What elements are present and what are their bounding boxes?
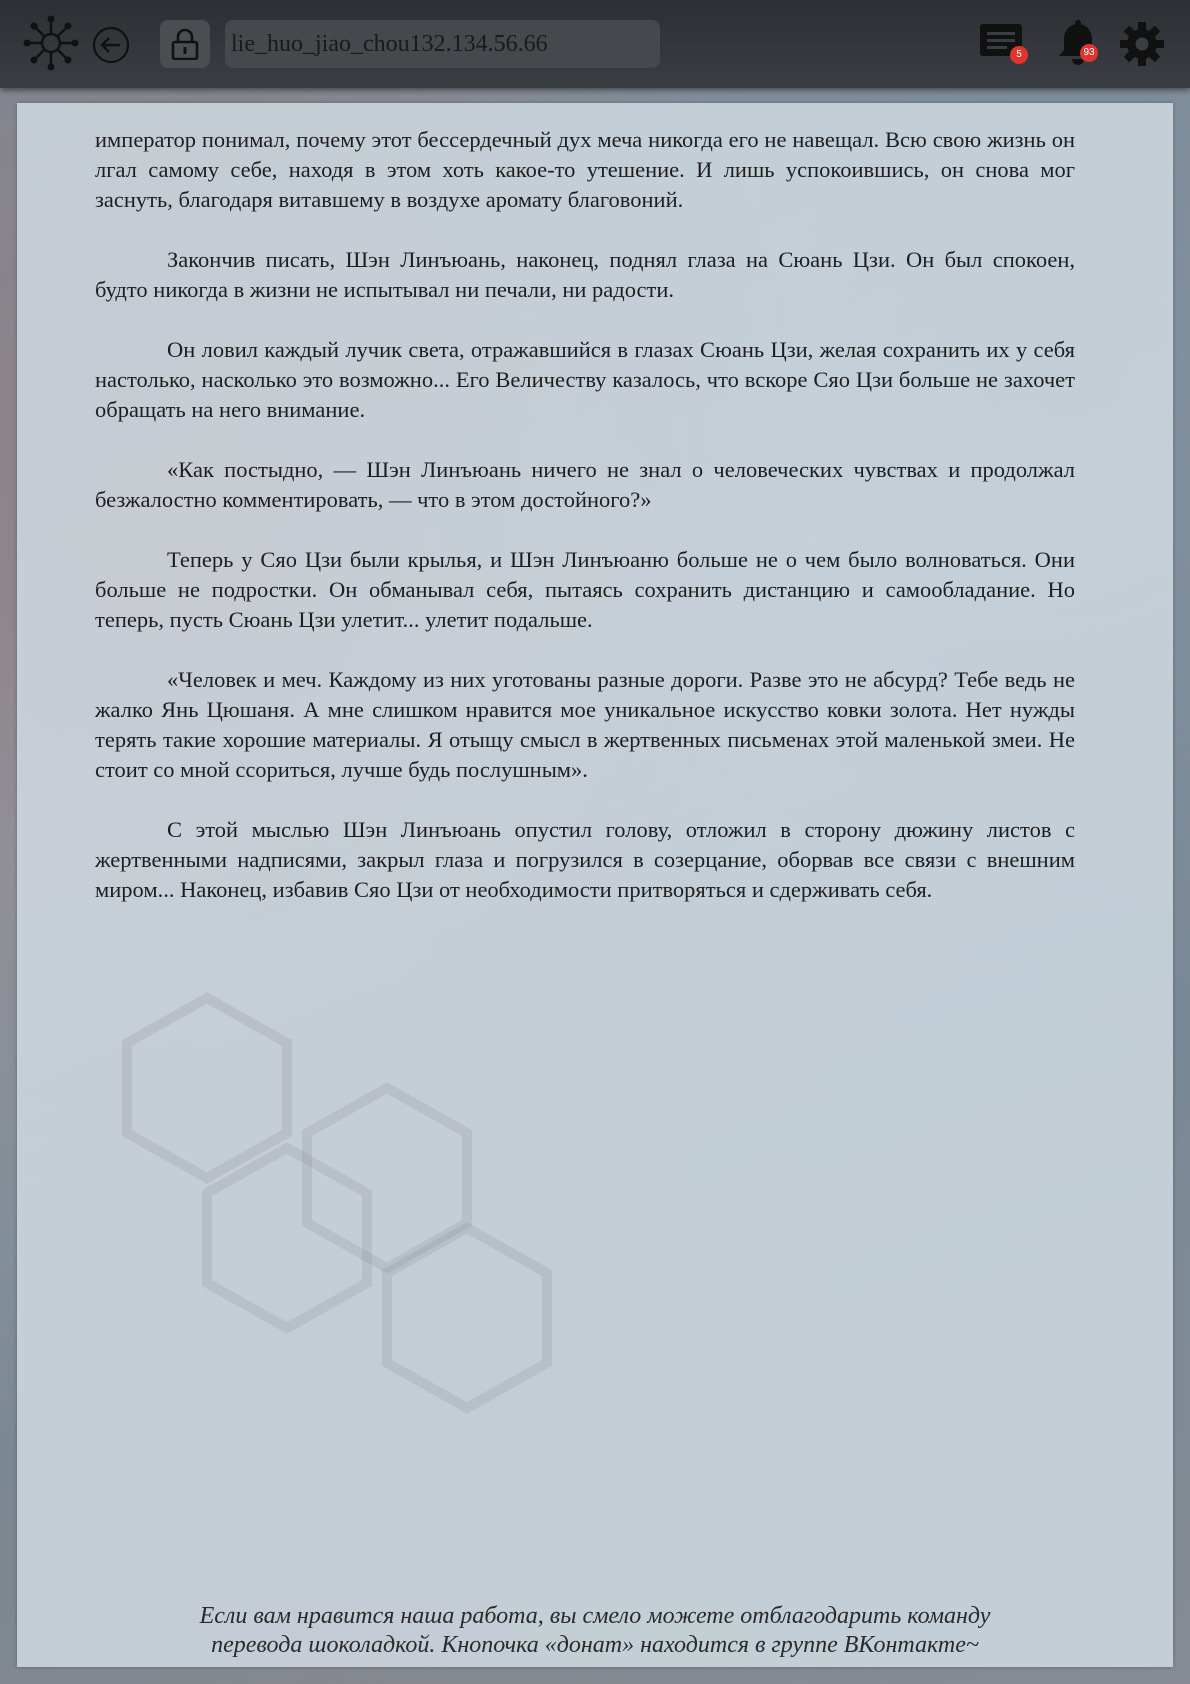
top-toolbar bbox=[0, 0, 1190, 88]
paragraph: император понимал, почему этот бессердечный дух меча никогда его не навещал. Всю свою жизнь он лгал самому себе, находя в этом хоть какое-то утешение. И лишь успокоившись, он снова мог заснуть, благодаря витавшему в воздухе аромату благовоний. bbox=[95, 127, 1075, 212]
paragraph: Закончив писать, Шэн Линъюань, наконец, поднял глаза на Сюань Цзи. Он был спокоен, будто никогда в жизни не испытывал ни печали, ни радости. bbox=[95, 247, 1075, 302]
paragraph: «Человек и меч. Каждому из них уготованы разные дороги. Разве это не абсурд? Тебе ведь не жалко Янь Цюшаня. А мне слишком нравится мое уникальное искусство ковки золота. Нет нужды терять такие хорошие материалы. Я отыщу смысл в жертвенных письменах этой маленькой змеи. Не стоит со мной ссориться, лучше будь послушным». bbox=[95, 667, 1075, 782]
donation-note-line: перевода шоколадкой. Кнопочка «донат» находится в группе ВКонтакте~ bbox=[211, 1632, 979, 1658]
donation-note-line: Если вам нравится наша работа, вы смело можете отблагодарить команду bbox=[199, 1603, 991, 1629]
gear-icon bbox=[1120, 22, 1164, 66]
notifications-count-badge: 93 bbox=[1080, 44, 1098, 62]
lock-icon bbox=[171, 28, 199, 60]
messages-button[interactable] bbox=[978, 22, 1028, 66]
article-text bbox=[95, 125, 1075, 935]
notifications-button[interactable] bbox=[1056, 20, 1100, 68]
paragraph: «Как постыдно, — Шэн Линъюань ничего не знал о человеческих чувствах и продолжал безжалостно комментировать, — что в этом достойного?» bbox=[95, 457, 1075, 512]
back-arrow-icon[interactable] bbox=[92, 26, 130, 64]
network-hub-icon[interactable] bbox=[22, 14, 80, 72]
donation-note bbox=[17, 1602, 1173, 1660]
settings-button[interactable] bbox=[1120, 22, 1164, 66]
lock-button[interactable] bbox=[160, 20, 210, 68]
paragraph: С этой мыслью Шэн Линъюань опустил голову, отложил в сторону дюжину листов с жертвенными надписями, закрыл глаза и погрузился в созерцание, оборвав все связи с внешним миром... Наконец, избавив Сяо Цзи от необходимости притворяться и сдерживать себя. bbox=[95, 817, 1075, 902]
messages-count-badge: 5 bbox=[1010, 46, 1028, 64]
paragraph: Теперь у Сяо Цзи были крылья, и Шэн Линъюаню больше не о чем было волноваться. Они больше не подростки. Он обманывал себя, пытаясь сохранить дистанцию и самообладание. Но теперь, пусть Сюань Цзи улетит... улетит подальше. bbox=[95, 547, 1075, 632]
paragraph: Он ловил каждый лучик света, отражавшийся в глазах Сюань Цзи, желая сохранить их у себя настолько, насколько это возможно... Его Величеству казалось, что вскоре Сяо Цзи больше не захочет обращать на него внимание. bbox=[95, 337, 1075, 422]
address-field[interactable] bbox=[225, 20, 660, 68]
reading-page bbox=[17, 103, 1173, 1667]
